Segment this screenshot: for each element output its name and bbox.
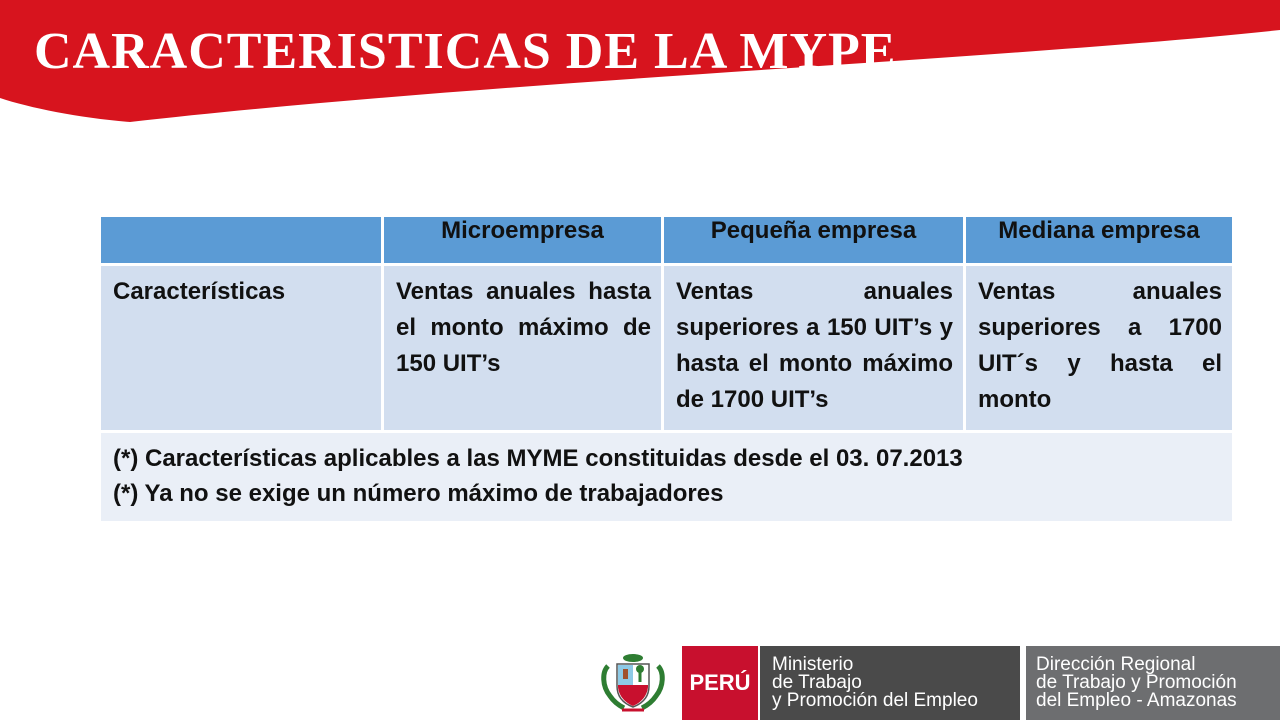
header-pequena-empresa: Pequeña empresa (663, 216, 965, 265)
note-2: (*) Ya no se exige un número máximo de trabajadores (113, 480, 724, 507)
note-1: (*) Características aplicables a las MYME constituidas desde el 03. 07.2013 (113, 445, 963, 472)
table-notes-row (100, 432, 1234, 523)
table-row (100, 265, 1234, 432)
notes-cell (100, 432, 1234, 523)
direction-line-3: del Empleo - Amazonas (1036, 690, 1237, 711)
cell-pequena-empresa: Ventas anuales superiores a 150 UIT’s y hasta el monto máximo de 1700 UIT’s (663, 265, 965, 432)
ministry-line-1: Ministerio (772, 654, 854, 675)
row-label: Características (100, 265, 383, 432)
ministry-line-2: de Trabajo (772, 672, 862, 693)
slide-title: CARACTERISTICAS DE LA MYPE (34, 23, 897, 80)
ministry-logo (760, 646, 1020, 720)
ministry-line-3: y Promoción del Empleo (772, 690, 978, 711)
direction-line-2: de Trabajo y Promoción (1036, 672, 1237, 693)
cell-microempresa: Ventas anuales hasta el monto máximo de 150 UIT’s (383, 265, 663, 432)
header-microempresa: Microempresa (383, 216, 663, 265)
header-mediana-empresa: Mediana empresa (965, 216, 1234, 265)
header-empty (100, 216, 383, 265)
mype-table (98, 214, 1235, 524)
cell-mediana-empresa: Ventas anuales superiores a 1700 UIT´s y hasta el monto (965, 265, 1234, 432)
direction-logo (1026, 646, 1280, 720)
table-header-row (100, 216, 1234, 265)
coat-of-arms-icon (600, 652, 666, 712)
direction-line-1: Dirección Regional (1036, 654, 1196, 675)
peru-logo: PERÚ (682, 646, 758, 720)
